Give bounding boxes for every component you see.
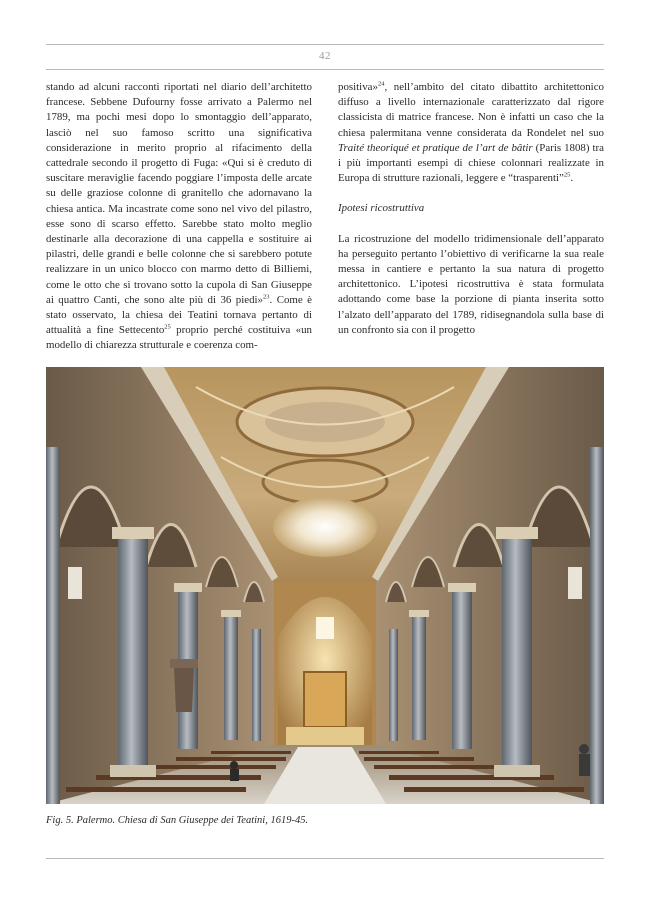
right-paragraph-2: La ricostruzione del modello tridimensionale dell’apparato ha perseguito pertanto l’obiettivo di verificarne la sua reale messa in cantiere e pertanto la sua natura di progetto architettonico. L’ipotesi ricostruttiva è stata formulata adottando come base la porzione di pianta inserita sotto l’alzato dell’apparato del 1789, ridisegnandola sulla base di un confronto sia con il progetto bbox=[338, 232, 604, 336]
church-interior-photo bbox=[46, 367, 604, 804]
book-title: Traité theoriqué et pratique de l’art de bâtir bbox=[338, 141, 533, 154]
right-paragraph-1: positiva»$^{24}$, nell’ambito del citato dibattito architettonico diffuso a livello internazionale caratterizzato dal rigore classicista di matrice francese. Non è infatti un caso che la chiesa palermitana venne considerata da Rondelet nel suo Traité theoriqué et pratique de l’art de bâtir (Paris 1808) tra i più importanti esempi di chiese colonnari realizzate in Europa di strutture razionali, leggere e “trasparenti”$^{25}$. bbox=[338, 80, 604, 185]
section-heading: Ipotesi ricostruttiva bbox=[338, 202, 425, 215]
footnote-ref[interactable]: 25 bbox=[164, 323, 171, 331]
right-column bbox=[338, 80, 604, 338]
left-column bbox=[46, 80, 312, 354]
page-number: 42 bbox=[319, 50, 331, 62]
footnote-ref[interactable]: 25 bbox=[563, 171, 571, 179]
figure-caption: Fig. 5. Palermo. Chiesa di San Giuseppe dei Teatini, 1619-45. bbox=[46, 815, 309, 826]
top-rule bbox=[46, 44, 604, 45]
header-rule bbox=[46, 69, 604, 70]
footnote-ref[interactable]: 23 bbox=[263, 293, 270, 301]
left-paragraph: stando ad alcuni racconti riportati nel diario dell’architetto francese. Sebbene Dufourny fosse arrivato a Palermo nel 1789, ma pochi mesi dopo lo smontaggio dell’apparato, lasciò nel suo famoso scritto una significativa considerazione in merito proprio al rifacimento della cattedrale secondo il progetto di Fuga: «Qui si è creduto di suscitare meraviglie facendo poggiare l’imposta delle arcate su delle graziose colonne di granitello che adornavano la chiesa antica. Ma incastrate come sono nel vivo del pilastro, esse sono di scarso effetto. Sarebbe stato molto meglio destinarle alla decorazione di una cappella e sostituire ai pilastri, delle grandi e belle colonne che si sarebbero potute realizzare in un unico blocco con marmo detto di Billiemi, come le otto che si trovano sotto la cupola di San Giuseppe ai quattro Canti, che sono alte più di 36 piedi»$^{23}$. Come è stato osservato, la chiesa dei Teatini tornava pertanto di attualità a fine Settecento$^{25}$ proprio perché costituiva «un modello di chiarezza strutturale e coerenza com- bbox=[46, 81, 313, 352]
church-interior-illustration bbox=[46, 367, 604, 804]
footnote-ref[interactable]: 24 bbox=[377, 80, 385, 88]
footer-rule bbox=[46, 858, 604, 859]
